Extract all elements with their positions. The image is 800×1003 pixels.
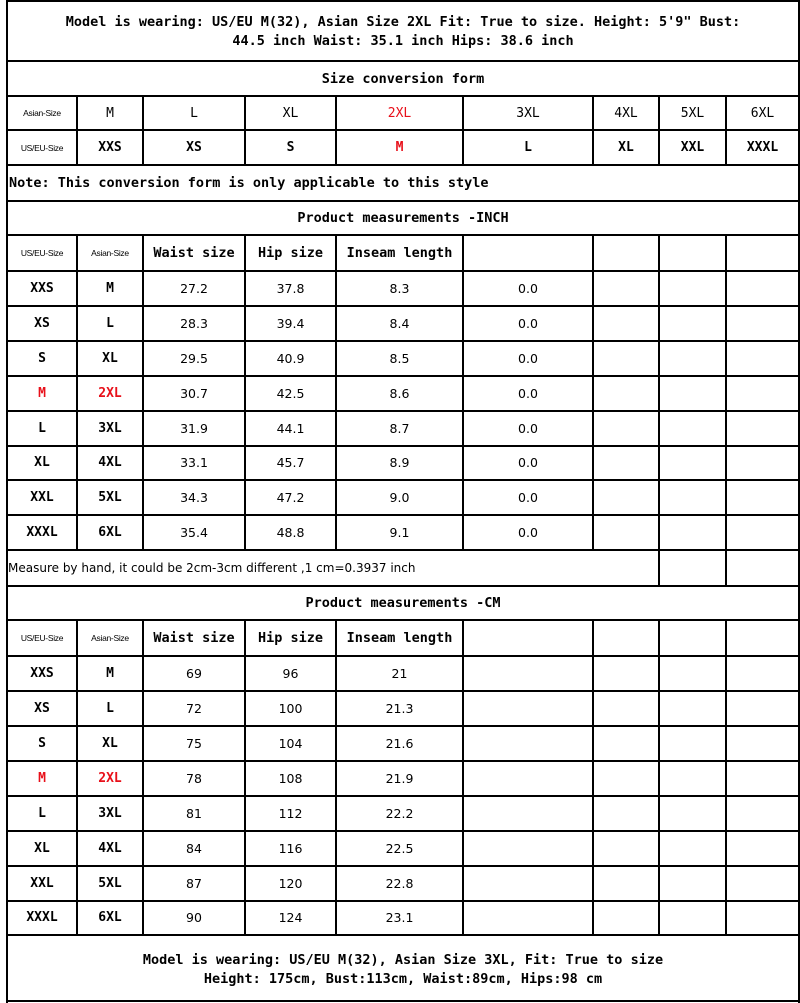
table-cell: 69 [186,666,202,682]
cm-title: Product measurements -CM [305,595,501,612]
table-cell: 29.5 [180,350,208,366]
table-cell: 8.4 [389,315,410,331]
table-cell: 120 [278,875,303,891]
column-header: Asian-Size [91,248,129,258]
table-cell: 22.8 [385,875,414,891]
table-cell: 0.0 [518,315,538,331]
asian-size-cell: 5XL [680,105,705,121]
table-cell: S [38,735,46,751]
table-cell: 4XL [98,455,122,471]
table-cell: 47.2 [276,490,305,506]
us-size-cell: L [524,140,532,155]
table-cell: 72 [186,701,202,717]
table-cell: 9.0 [389,490,410,506]
table-cell: 0.0 [518,490,538,506]
table-cell: S [38,350,46,366]
asian-size-cell: 2XL [387,105,412,121]
table-cell: 108 [278,770,303,786]
grid-line [658,550,660,586]
table-cell: M [106,666,114,682]
column-header: Asian-Size [91,633,129,644]
model-info-header [8,13,798,51]
grid-line [725,620,727,935]
grid-line [658,235,660,550]
table-cell: 78 [186,770,202,786]
conversion-note: Note: This conversion form is only applicable to this style [9,175,489,191]
table-cell: 28.3 [180,315,208,331]
column-header: Inseam length [346,630,453,647]
table-cell: 21.3 [385,701,414,717]
model-info-line-2: 44.5 inch Waist: 35.1 inch Hips: 38.6 inch [232,33,574,49]
us-size-cell: S [286,140,295,155]
table-cell: XXS [30,280,54,296]
table-cell: L [106,315,114,331]
table-cell: 34.3 [180,490,208,506]
table-cell: 27.2 [180,280,208,296]
asian-size-cell: L [190,105,198,121]
table-cell: 3XL [98,805,122,821]
table-cell: 39.4 [276,315,305,331]
table-cell: 22.5 [385,840,414,856]
table-cell: 87 [186,875,202,891]
table-cell: 6XL [98,910,122,926]
footer-line-1: Model is wearing: US/EU M(32), Asian Size 3XL, Fit: True to size [142,952,664,969]
table-cell: M [106,280,114,296]
grid-line [725,550,727,586]
table-cell: 2XL [98,770,122,786]
us-size-cell: M [395,140,404,155]
grid-line [7,0,800,2]
table-cell: 22.2 [385,805,414,821]
table-cell: 21 [391,666,408,682]
table-cell: L [106,701,114,717]
column-header: Waist size [153,630,235,647]
table-cell: 8.3 [389,280,410,296]
us-size-cell: XXXL [746,140,779,155]
table-cell: XL [102,350,118,366]
table-cell: 4XL [98,840,122,856]
model-info-line-1: Model is wearing: US/EU M(32), Asian Size 2XL Fit: True to size. Height: 5'9" Bust: [65,14,741,30]
table-cell: 8.7 [389,420,410,436]
table-cell: XXL [30,875,54,891]
table-cell: 0.0 [518,525,538,541]
column-header: Waist size [153,245,235,261]
table-cell: 100 [278,701,303,717]
table-cell: 8.9 [389,455,410,471]
table-cell: XXS [30,666,54,682]
us-size-cell: XXS [98,140,122,155]
table-cell: M [38,385,46,401]
table-cell: 90 [186,910,202,926]
table-cell: 48.8 [276,525,305,541]
table-cell: 21.9 [385,770,414,786]
table-cell: 6XL [98,525,122,541]
table-cell: 124 [278,910,303,926]
table-cell: 5XL [98,875,122,891]
table-cell: 8.5 [389,350,410,366]
table-cell: 0.0 [518,420,538,436]
table-cell: 5XL [98,490,122,506]
grid-line [7,1000,800,1002]
table-cell: 33.1 [180,455,208,471]
us-size-label: US/EU-Size [20,142,64,153]
model-info-footer [8,951,798,989]
column-header: Hip size [257,630,324,647]
table-cell: XL [34,840,50,856]
table-cell: XS [34,701,50,717]
table-cell: 81 [186,805,202,821]
table-cell: XS [34,315,50,331]
asian-size-cell: 6XL [750,105,775,121]
table-cell: 44.1 [276,420,305,436]
column-header: US/EU-Size [20,633,64,644]
footer-line-2: Height: 175cm, Bust:113cm, Waist:89cm, Hips:98 cm [203,971,603,988]
table-cell: L [38,805,46,821]
asian-size-cell: 4XL [614,105,638,121]
us-size-cell: XXL [680,140,705,155]
inch-title: Product measurements -INCH [297,210,509,226]
table-cell: 75 [186,735,202,751]
table-cell: 116 [278,840,303,856]
table-cell: 35.4 [180,525,208,541]
table-cell: 31.9 [180,420,208,436]
grid-line [658,620,660,935]
us-size-cell: XS [186,140,202,155]
table-cell: 0.0 [518,280,538,296]
table-cell: 0.0 [518,455,538,471]
table-cell: 30.7 [180,385,208,401]
table-cell: XL [102,735,118,751]
table-cell: 45.7 [276,455,305,471]
asian-size-cell: 3XL [516,105,540,121]
column-header: Inseam length [346,245,453,261]
table-cell: 21.6 [385,735,414,751]
table-cell: 2XL [98,385,122,401]
table-cell: L [38,420,46,436]
table-cell: 23.1 [385,910,414,926]
table-cell: XXL [30,490,54,506]
table-cell: 3XL [98,420,122,436]
table-cell: XXXL [26,910,58,926]
table-cell: 0.0 [518,350,538,366]
asian-size-cell: M [106,105,114,121]
table-cell: 8.6 [389,385,410,401]
table-cell: 104 [278,735,303,751]
conversion-title: Size conversion form [321,71,485,87]
grid-line [592,620,594,935]
table-cell: XXXL [26,525,58,541]
us-size-cell: XL [618,140,634,155]
table-cell: 40.9 [276,350,305,366]
column-header: US/EU-Size [20,248,64,258]
asian-size-cell: XL [282,105,299,121]
table-cell: 84 [186,840,202,856]
table-cell: 42.5 [276,385,305,401]
table-cell: 37.8 [276,280,305,296]
table-cell: XL [34,455,50,471]
asian-size-label: Asian-Size [23,108,61,118]
measure-note: Measure by hand, it could be 2cm-3cm different ,1 cm=0.3937 inch [8,561,416,576]
table-cell: 112 [278,805,303,821]
table-cell: M [38,770,46,786]
table-cell: 96 [282,666,299,682]
column-header: Hip size [257,245,324,261]
table-cell: 9.1 [389,525,410,541]
table-cell: 0.0 [518,385,538,401]
grid-line [725,235,727,550]
